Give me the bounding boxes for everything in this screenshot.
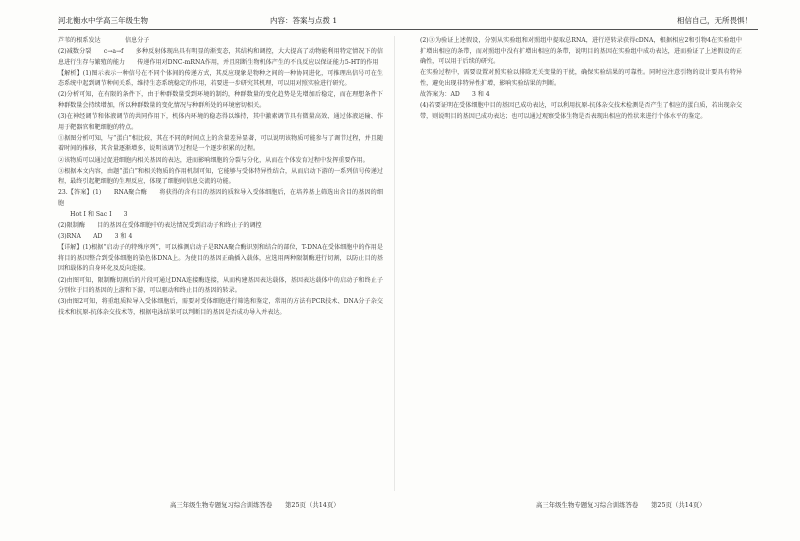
paragraph: (4)若要证明在受体细胞中目的基因已成功表达，可以利用抗原-抗体杂交技术检测是否产生了相应的蛋白质，若出现杂交带，则说明目的基因已成功表达；也可以通过观察受体生物是否表现出相应的性状来进行个体水平的鉴定。: [420, 102, 742, 120]
header-motto: 相信自己，无所畏惧！: [677, 16, 752, 25]
paragraph: ③根据本文内容，由题“蛋白”和相关物质的作用机制可知，它能够与受体特异性结合，从而启动下游的一系列信号传递过程，最终引起靶细胞的生理反应，体现了细胞间信息交流的功能。: [58, 167, 383, 186]
paragraph: (2)③为验证上述假设，分别从实验组和对照组中提取总RNA，进行逆转录获得cDNA，根据相应2和引物4在实验组中扩增出相应的条带，而对照组中没有扩增出相应的条带，说明目的基因在实验组中成功表达，进而验证了上述假设的正确性，可以用于后续的研究。: [420, 37, 742, 66]
footer-right: 高三年级生物专题复习综合训练答卷 第25页（共14页）: [536, 501, 706, 509]
paragraph: (2)限制酶 目的基因在受体细胞中的表达情况受到启动子和终止子的调控: [58, 222, 262, 230]
paragraph: 23.【答案】(1) RNA聚合酶 将获得的含有目的基因的质粒导入受体细胞后，在培养基上筛选出含目的基因的细胞: [58, 189, 383, 207]
paragraph: (2)分析可知，在有限的条件下，由于种群数量受到环境的制约，种群数量的变化趋势是先增加后稳定，而在理想条件下种群数量会持续增加，所以种群数量的变化情况与种群所处的环境密切相关。: [58, 91, 383, 110]
paragraph: (2)减数分裂 c→a→f 多种反射体现出具有明显的渐变态，其结构和调控，大大提高了动物能利用特定情况下的信息进行生存与繁殖的能力 传递作用对DNC-mRNA作用，并且阻断生物机体产生的不良反应以保证能力5-HT的作用: [58, 48, 383, 66]
paragraph: 芦苇的根系发达 信息分子: [58, 37, 150, 44]
paragraph: ①据图分析可知，与“蛋白”相比较，其在不同的时间点上的含量差异显著，可以说明该物质可能参与了调节过程，并且随着时间的推移，其含量逐渐增多，说明该调节过程是一个逐步积累的过程。: [58, 134, 383, 153]
header-content: 内容：答案与点拨 1: [270, 16, 338, 25]
paragraph: Hot I 和 Sac I 3: [58, 211, 128, 218]
right-column: [420, 36, 742, 123]
paragraph: (3)由图2可知，将重组质粒导入受体细胞后，需要对受体细胞进行筛选和鉴定，常用的方法有PCR技术、DNA分子杂交技术和抗原-抗体杂交技术等，根据电泳结果可以判断目的基因是否成功导入并表达。: [58, 298, 383, 316]
paragraph: ②该物质可以通过促进细胞内相关基因的表达，进而影响细胞的分裂与分化，从而在个体发育过程中发挥重要作用。: [58, 156, 369, 164]
paragraph: 在实验过程中，需要设置对照实验以排除无关变量的干扰，确保实验结果的可靠性。同时应注意引物的设计要具有特异性，避免出现非特异性扩增，影响实验结果的判断。: [420, 69, 742, 87]
paragraph: 故答案为：AD 3 和 4: [420, 90, 490, 98]
column-divider: [394, 36, 395, 491]
paragraph: 【解析】(1)图示表示一种信号在不同个体间的传递方式，其反应现象是物种之间的一种协同进化，可推理出信号可在生态系统中起到调节种间关系，维持生态系统稳定的作用，若要进一步研究其机理，可以用对照实验进行研究。: [58, 69, 383, 88]
paragraph: (3)在神经调节和体液调节的共同作用下，机体内环境的稳态得以维持，其中激素调节具有微量高效、通过体液运输、作用于靶器官和靶细胞的特点。: [58, 113, 383, 131]
page-header: [58, 14, 758, 30]
left-column: [58, 36, 383, 319]
paragraph: (3)RNA AD 3 和 4: [58, 233, 133, 241]
paragraph: (2)由图可知，限制酶切割后的片段可通过DNA连接酶连接，从而构建基因表达载体，基因表达载体中的启动子和终止子分别位于目的基因的上游和下游，可以驱动和终止目的基因的转录。: [58, 276, 383, 295]
footer-left: 高三年级生物专题复习综合训练答卷 第25页（共14页）: [170, 501, 340, 509]
header-school: 河北衡水中学高三年级生物: [58, 16, 148, 25]
paragraph: 【详解】(1)根据“启动子的特殊序列”，可以推测启动子是RNA聚合酶识别和结合的部位，T-DNA在受体细胞中的作用是将目的基因整合到受体细胞的染色体DNA上。为使目的基因正确插入载体，应选用两种限制酶进行切割，以防止目的基因和载体的自身环化及反向连接。: [58, 244, 383, 273]
